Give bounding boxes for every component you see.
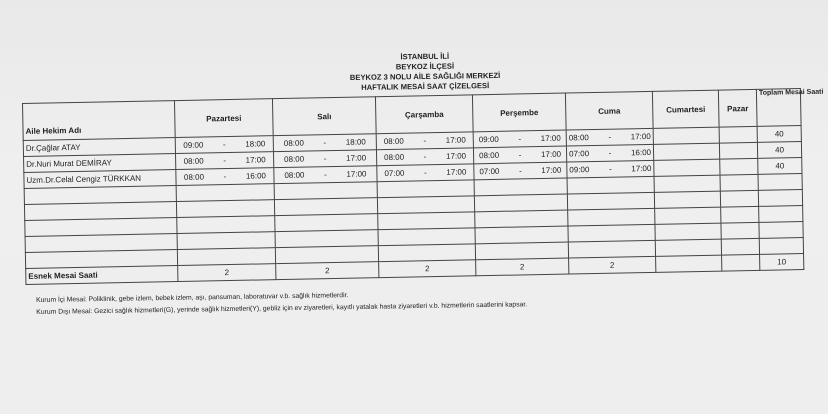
title-district: BEYKOZ İLÇESİ — [395, 61, 455, 72]
header-tuesday: Salı — [272, 97, 376, 136]
title-center: BEYKOZ 3 NOLU AİLE SAĞLIĞI MERKEZİ — [349, 70, 501, 83]
tuesday-hours: 08:00 - 17:00 — [273, 150, 376, 168]
total-hours: 40 — [757, 126, 801, 143]
doctor-name: Dr.Çağlar ATAY — [23, 138, 175, 157]
total-hours: 40 — [757, 142, 801, 159]
saturday-hours — [653, 143, 719, 160]
header-saturday: Cumartesi — [652, 90, 719, 128]
friday-hours: 07:00 - 16:00 — [566, 144, 653, 162]
tuesday-hours: 08:00 - 17:00 — [274, 166, 377, 184]
monday-hours: 08:00 - 17:00 — [175, 152, 273, 170]
header-thursday: Perşembe — [472, 93, 566, 132]
saturday-hours — [653, 127, 719, 144]
doctor-name: Uzm.Dr.Celal Cengiz TÜRKKAN — [24, 170, 176, 189]
flex-sunday — [722, 254, 760, 271]
doctor-name: Dr.Nuri Murat DEMİRAY — [24, 154, 176, 173]
sunday-hours — [720, 158, 758, 175]
flex-hours-label: Esnek Mesai Saati — [26, 266, 178, 285]
note-external: Kurum Dışı Mesai: Gezici sağlık hizmetleri(G), yerinde sağlık hizmetleri(Y), gebliz için ev ziyaretleri, kayıtlı yatalak hasta ziyaretleri v.b. hizmetlerin saatlerini kapsar. — [36, 301, 528, 316]
header-wednesday: Çarşamba — [375, 95, 473, 134]
schedule-table-wrapper — [22, 88, 824, 293]
note-internal: Kurum İçi Mesai: Poliklinik, gebe izlem, bebek izlem, aşı, pansuman, laboratuvar v.b. sağlık hizmetlerdir. — [36, 292, 349, 304]
schedule-table — [22, 88, 824, 285]
flex-saturday — [656, 255, 722, 272]
title-province: İSTANBUL İLİ — [400, 51, 450, 62]
wednesday-hours: 07:00 - 17:00 — [377, 164, 474, 182]
flex-friday: 2 — [569, 256, 656, 274]
monday-hours: 08:00 - 16:00 — [176, 168, 274, 186]
wednesday-hours: 08:00 - 17:00 — [376, 148, 473, 166]
flex-monday: 2 — [178, 264, 276, 282]
sunday-hours — [719, 142, 757, 159]
tuesday-hours: 08:00 - 18:00 — [273, 134, 376, 152]
flex-total: 10 — [760, 254, 804, 271]
flex-thursday: 2 — [476, 258, 569, 276]
document-title — [300, 50, 551, 93]
header-name: Aile Hekim Adı — [23, 101, 176, 141]
wednesday-hours: 08:00 - 17:00 — [376, 132, 473, 150]
header-monday: Pazartesi — [174, 99, 273, 138]
header-total: Toplam Mesai Saati — [756, 89, 801, 127]
title-schedule: HAFTALIK MESAİ SAAT ÇİZELGESİ — [361, 81, 490, 92]
thursday-hours: 08:00 - 17:00 — [473, 146, 566, 164]
thursday-hours: 07:00 - 17:00 — [474, 162, 567, 180]
header-friday: Cuma — [565, 91, 653, 130]
flex-wednesday: 2 — [379, 260, 476, 278]
monday-hours: 09:00 - 18:00 — [175, 136, 273, 154]
friday-hours: 08:00 - 17:00 — [566, 128, 653, 146]
total-hours: 40 — [758, 158, 802, 175]
saturday-hours — [654, 159, 720, 176]
header-sunday: Pazar — [718, 89, 757, 127]
flex-tuesday: 2 — [276, 262, 379, 280]
sunday-hours — [719, 126, 757, 143]
thursday-hours: 09:00 - 17:00 — [473, 130, 566, 148]
friday-hours: 09:00 - 17:00 — [567, 160, 654, 178]
